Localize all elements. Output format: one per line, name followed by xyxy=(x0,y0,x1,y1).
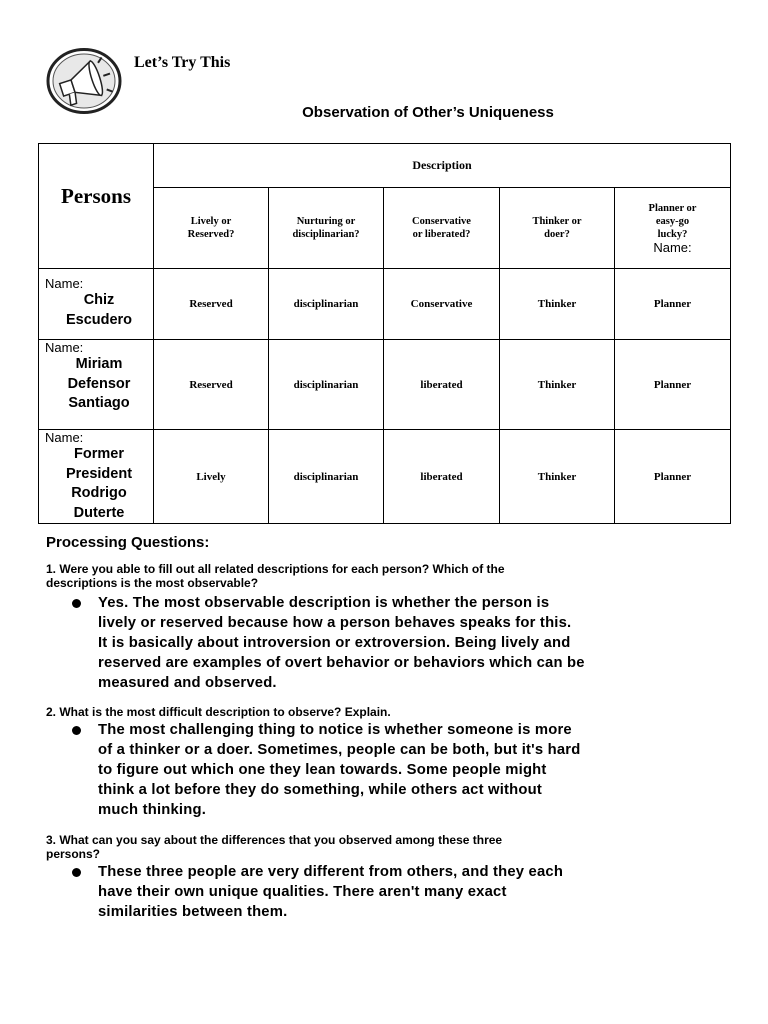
column-header: Thinker or doer? xyxy=(500,188,615,269)
table-cell: disciplinarian xyxy=(269,430,384,524)
table-cell: disciplinarian xyxy=(269,340,384,430)
table-cell: liberated xyxy=(384,430,500,524)
answer-1: Yes. The most observable description is whether the person is lively or reserved because how a person behaves speaks for this. It is basically about introversion or extroversion. Being lively and reserved are examples of overt behavior or behaviors which can be measured and observed. xyxy=(98,595,585,691)
table-cell: Reserved xyxy=(154,340,269,430)
bullet-icon xyxy=(72,599,81,608)
bullet-icon xyxy=(72,868,81,877)
column-header: Nurturing or disciplinarian? xyxy=(269,188,384,269)
question-1: 1. Were you able to fill out all related descriptions for each person? Which of the descriptions is the most observable? xyxy=(46,562,505,590)
table-row xyxy=(39,269,731,340)
observation-table xyxy=(38,143,731,524)
description-header: Description xyxy=(154,144,731,188)
table-cell: Planner xyxy=(615,269,731,340)
persons-header: Persons xyxy=(39,144,154,269)
answer-2: The most challenging thing to notice is whether someone is more of a thinker or a doer. Sometimes, people can be both, but it's hard to figure out which one they lean towards. Some people might think a lot before they do something, while others act without much thinking. xyxy=(98,722,581,818)
table-row xyxy=(39,430,731,524)
table-row xyxy=(39,340,731,430)
question-2: 2. What is the most difficult description to observe? Explain. xyxy=(46,705,391,719)
column-header: Lively or Reserved? xyxy=(154,188,269,269)
table-cell: Planner xyxy=(615,430,731,524)
processing-title: Processing Questions: xyxy=(46,534,210,551)
table-cell: liberated xyxy=(384,340,500,430)
section-label: Let’s Try This xyxy=(134,54,231,71)
table-cell: Thinker xyxy=(500,269,615,340)
column-header: Planner or easy-go lucky? Name: xyxy=(615,188,731,269)
page-title: Observation of Other’s Uniqueness xyxy=(302,104,554,121)
person-cell: Name: Former President Rodrigo Duterte xyxy=(39,430,154,524)
table-cell: disciplinarian xyxy=(269,269,384,340)
person-cell: Name: Chiz Escudero xyxy=(39,269,154,340)
answer-3: These three people are very different from others, and they each have their own unique qualities. There aren't many exact similarities between them. xyxy=(98,864,564,920)
table-cell: Lively xyxy=(154,430,269,524)
table-cell: Thinker xyxy=(500,430,615,524)
table-cell: Thinker xyxy=(500,340,615,430)
table-cell: Conservative xyxy=(384,269,500,340)
bullet-icon xyxy=(72,726,81,735)
column-header: Conservative or liberated? xyxy=(384,188,500,269)
table-cell: Planner xyxy=(615,340,731,430)
table-cell: Reserved xyxy=(154,269,269,340)
person-cell: Name: Miriam Defensor Santiago xyxy=(39,340,154,430)
question-3: 3. What can you say about the differences that you observed among these three persons? xyxy=(46,833,503,861)
